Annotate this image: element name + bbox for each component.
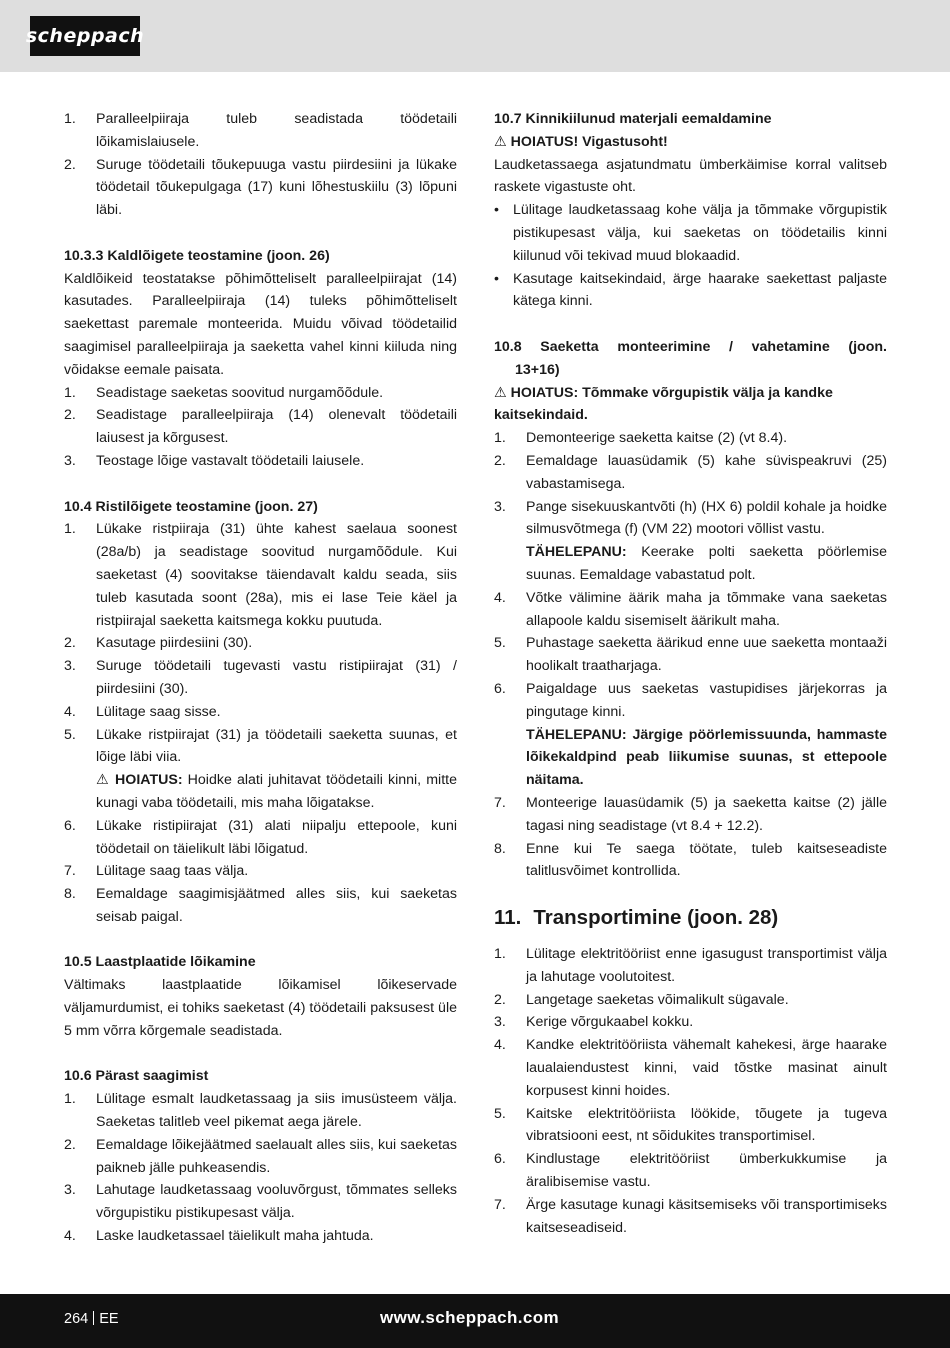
brand-logo: scheppach xyxy=(30,16,140,56)
list-item xyxy=(494,838,887,884)
list-item-text: Seadistage saeketas soovitud nurgamõõdule. xyxy=(96,384,384,401)
list-item-marker: 1. xyxy=(494,430,506,447)
list-item xyxy=(494,496,887,542)
list-item xyxy=(64,860,457,883)
list-item-text: Kandke elektritööriista vähemalt kahekesi, ärge haarake laualaiendustest kinni, vaid tõstke masinat ainult korpusest kinni hoides. xyxy=(526,1037,887,1099)
list-item-text: Lükake ristpiirajat (31) ja töödetaili saeketta suunas, et lõige läbi viia. xyxy=(96,726,457,766)
section-10-7-warning: ⚠ HOIATUS! Vigastusoht! xyxy=(494,133,668,150)
list-item-text: Suruge töödetaili tugevasti vastu ristipiirajat (31) / piirdesiini (30). xyxy=(96,658,457,697)
list-item-marker: 1. xyxy=(64,384,76,401)
list-item-text: Puhastage saeketta äärikud enne uue saeketta montaaži hoolikalt traatharjaga. xyxy=(526,635,887,675)
list-item xyxy=(494,1103,887,1149)
list-item xyxy=(64,108,457,154)
list-item xyxy=(64,1179,457,1225)
section-10-3-3-list xyxy=(64,382,457,473)
divider xyxy=(93,1311,94,1325)
list-item-marker: 3. xyxy=(64,452,76,469)
list-item-marker: 7. xyxy=(64,863,76,880)
list-item-marker: 2. xyxy=(64,156,76,173)
list-item-marker: 1. xyxy=(64,111,76,127)
warning-icon: ⚠ xyxy=(96,772,116,789)
list-item xyxy=(494,943,887,989)
list-item-marker: • xyxy=(494,270,499,287)
section-10-6-list xyxy=(64,1088,457,1248)
section-10-3-3-title: 10.3.3 Kaldlõigete teostamine (joon. 26) xyxy=(64,247,330,264)
list-item-marker: 2. xyxy=(64,635,76,652)
list-item-text: Lükake ristipiirajat (31) alati niipalju ettepoole, kuni töödetail on täielikult läbi lõigatud. xyxy=(96,817,457,857)
list-item xyxy=(64,382,457,405)
section-10-6-title: 10.6 Pärast saagimist xyxy=(64,1068,209,1085)
list-item xyxy=(494,450,887,496)
list-item-marker: 4. xyxy=(494,589,506,606)
list-item-text: Ärge kasutage kunagi käsitsemiseks või transportimiseks kaitseseadiseid. xyxy=(526,1196,887,1236)
list-item-text: Kasutage kaitsekindaid, ärge haarake saekettast paljaste kätega kinni. xyxy=(513,270,887,310)
section-10-8-list xyxy=(494,427,887,541)
list-item xyxy=(64,1088,457,1134)
list-item xyxy=(494,792,887,838)
list-item-text: Paigaldage uus saeketas vastupidises järjekorras ja pingutage kinni. xyxy=(526,680,887,720)
list-item xyxy=(64,724,457,770)
list-item-text: Seadistage paralleelpiiraja (14) olenevalt töödetaili laiusest ja kõrgusest. xyxy=(96,407,457,447)
list-item xyxy=(494,1194,887,1240)
list-item-text: Kindlustage elektritööriist ümberkukkumise ja äralibisemise vastu. xyxy=(526,1151,887,1191)
section-10-7-title: 10.7 Kinnikiilunud materjali eemaldamine xyxy=(494,111,772,127)
section-10-7-bullets xyxy=(494,199,887,313)
list-item xyxy=(494,199,887,267)
website-link[interactable]: www.scheppach.com xyxy=(380,1308,560,1327)
intro-list xyxy=(64,108,457,222)
list-item xyxy=(494,989,887,1012)
section-10-8-note-1: TÄHELEPANU: Keerake polti saeketta pöörlemise suunas. Eemaldage vabastatud polt. xyxy=(526,544,887,583)
list-item-marker: 4. xyxy=(494,1037,506,1054)
list-item xyxy=(64,404,457,450)
list-item-text: Lülitage elektritööriist enne igasugust transportimist välja ja lahutage voolutoitest. xyxy=(526,946,887,985)
list-item xyxy=(494,1148,887,1194)
list-item-marker: 2. xyxy=(64,407,76,424)
list-item-marker: 7. xyxy=(494,794,506,811)
list-item xyxy=(64,655,457,701)
section-10-5-text: Vältimaks laastplaatide lõikamisel lõikeservade väljamurdumist, ei tohiks saeketast (4) töödetaili paksusest üle 5 mm võrra kõrgemale seadistada. xyxy=(64,977,457,1039)
section-10-4-warning: ⚠ HOIATUS: Hoidke alati juhitavat töödetaili kinni, mitte kunagi vaba töödetaili, mis maha lõigatakse. xyxy=(96,772,457,811)
list-item-marker: 5. xyxy=(64,726,76,743)
list-item-marker: 2. xyxy=(494,991,506,1008)
section-10-5-title: 10.5 Laastplaatide lõikamine xyxy=(64,954,256,971)
list-item-marker: 1. xyxy=(494,946,506,963)
list-item-marker: 1. xyxy=(64,521,76,538)
list-item xyxy=(494,268,887,314)
list-item-text: Eemaldage lauasüdamik (5) kahe süvispeakruvi (25) vabastamisega. xyxy=(526,452,887,492)
list-item-marker: 7. xyxy=(494,1196,506,1213)
list-item-text: Enne kui Te saega töötate, tuleb kaitseseadiste talitlusvõimet kontrollida. xyxy=(526,840,887,880)
list-item xyxy=(494,632,887,678)
list-item-marker: 1. xyxy=(64,1091,76,1108)
header-bar xyxy=(0,0,950,72)
section-10-8-list-2 xyxy=(494,587,887,724)
list-item-text: Laske laudketassael täielikult maha jahtuda. xyxy=(96,1228,374,1245)
page-number: 264 EE xyxy=(64,1311,119,1327)
list-item-marker: 2. xyxy=(64,1136,76,1153)
list-item xyxy=(494,1011,887,1034)
list-item-text: Võtke välimine äärik maha ja tõmmake vana saeketas allapoole kaldu sisemiselt äärikult maha. xyxy=(526,589,887,629)
list-item-text: Paralleelpiiraja tuleb seadistada töödetaili lõikamislaiusele. xyxy=(96,111,457,150)
section-10-4-list-2 xyxy=(64,815,457,929)
section-10-8-title-cont: 13+16) xyxy=(515,361,560,378)
list-item xyxy=(64,1134,457,1180)
section-10-8-list-3 xyxy=(494,792,887,883)
section-10-8-warning: ⚠ HOIATUS: Tõmmake võrgupistik välja ja kandke kaitsekindaid. xyxy=(494,384,833,424)
list-item xyxy=(64,450,457,473)
list-item-text: Demonteerige saeketta kaitse (2) (vt 8.4). xyxy=(526,430,788,447)
list-item-marker: 3. xyxy=(494,1014,506,1031)
list-item xyxy=(64,1225,457,1248)
list-item-text: Suruge töödetaili tõukepuuga vastu piirdesiini ja lükake töödetail tõukepulgaga (17) kuni lõhestuskiilu (3) lõpuni läbi. xyxy=(96,156,457,219)
list-item-marker: 6. xyxy=(494,1151,506,1168)
list-item-text: Kasutage piirdesiini (30). xyxy=(96,635,253,652)
list-item-text: Monteerige lauasüdamik (5) ja saeketta kaitse (2) jälle tagasi ning seadistage (vt 8.4 + 12.2). xyxy=(526,794,887,834)
list-item-marker: 5. xyxy=(494,635,506,652)
left-column xyxy=(64,108,457,1248)
list-item xyxy=(64,883,457,929)
list-item-text: Eemaldage saagimisjäätmed alles siis, kui saeketas seisab paigal. xyxy=(96,886,457,925)
section-10-7-text: Laudketassaega asjatundmatu ümberkäimise korral valitseb raskete vigastuste oht. xyxy=(494,156,887,196)
list-item-text: Pange sisekuuskantvõti (h) (HX 6) poldil kohale ja hoidke silmusvõtmega (f) (VM 22) mootori võllist vastu. xyxy=(526,498,887,538)
list-item-marker: 4. xyxy=(64,703,76,720)
section-10-4-list xyxy=(64,518,457,769)
list-item-text: Lükake ristpiiraja (31) ühte kahest saelaua soonest (28a/b) ja seadistage soovitud nurgamõõdule. Kui saeketast (4) soovitakse täiendavalt kaldu seada, siis tuleb kasutada soont (28a), mis ei lase Teie käel ja ristpiirajal saeketta kaitsmega kokku puutuda. xyxy=(96,521,457,629)
section-10-8-note-2: TÄHELEPANU: Järgige pöörlemissuunda, hammaste lõikekaldpind peab liikumise suunas, st ettepoole näitama. xyxy=(526,726,887,789)
chapter-11-list xyxy=(494,943,887,1239)
list-item xyxy=(64,154,457,222)
section-10-3-3-text: Kaldlõikeid teostatakse põhimõtteliselt paralleelpiirajat (14) kasutades. Paralleelpiiraja (14) tuleks põhimõtteliselt saekettast paremale monteerida. Muidu võivad töödetailid saagimisel paralleelpiiraja ja saeketta vahel kinni kiiluda ning võidakse eemale paisata. xyxy=(64,270,457,378)
list-item xyxy=(494,678,887,724)
list-item-text: Lülitage saag sisse. xyxy=(96,703,221,720)
footer-bar xyxy=(0,1294,950,1348)
list-item-marker: 6. xyxy=(64,817,76,834)
list-item-marker: 8. xyxy=(64,886,76,903)
list-item xyxy=(494,427,887,450)
section-10-4-title: 10.4 Ristilõigete teostamine (joon. 27) xyxy=(64,498,318,515)
list-item xyxy=(64,518,457,632)
section-10-8-title: 10.8 Saeketta monteerimine / vahetamine (joon. xyxy=(494,338,887,355)
list-item-text: Lülitage esmalt laudketassaag ja siis imusüsteem välja. Saeketas talitleb veel pikemat aega järele. xyxy=(96,1091,457,1131)
list-item-text: Lülitage laudketassaag kohe välja ja tõmmake võrgupistik pistikupesast välja, kui saeketas on töödetailis kinni kiilunud või tekivad muud blokaadid. xyxy=(513,202,887,264)
list-item-marker: 3. xyxy=(64,658,76,675)
list-item-text: Lahutage laudketassaag vooluvõrgust, tõmmates selleks võrgupistiku pistikupesast välja. xyxy=(96,1182,457,1222)
chapter-11-title: 11. Transportimine (joon. 28) xyxy=(494,906,779,930)
list-item xyxy=(64,632,457,655)
warning-icon: ⚠ xyxy=(494,384,511,401)
list-item xyxy=(494,1034,887,1102)
list-item-marker: 3. xyxy=(494,498,506,515)
list-item-text: Teostage lõige vastavalt töödetaili laiusele. xyxy=(96,452,365,469)
list-item-marker: 4. xyxy=(64,1228,76,1245)
list-item-text: Kerige võrgukaabel kokku. xyxy=(526,1014,694,1031)
list-item xyxy=(64,815,457,861)
list-item-marker: 2. xyxy=(494,452,506,469)
list-item-text: Lülitage saag taas välja. xyxy=(96,863,249,880)
list-item-marker: • xyxy=(494,202,499,219)
list-item-text: Langetage saeketas võimalikult sügavale. xyxy=(526,991,789,1008)
list-item xyxy=(64,701,457,724)
list-item-text: Eemaldage lõikejäätmed saelaualt alles siis, kui saeketas paikneb jälle puhkeasendis. xyxy=(96,1136,457,1176)
list-item-marker: 6. xyxy=(494,680,506,697)
right-column xyxy=(494,108,887,1239)
list-item-marker: 5. xyxy=(494,1105,506,1122)
list-item-marker: 3. xyxy=(64,1182,76,1199)
list-item xyxy=(494,587,887,633)
list-item-text: Kaitske elektritööriista löökide, tõugete ja tugeva vibratsiooni eest, nt sõidukites transportimisel. xyxy=(526,1105,887,1145)
warning-icon: ⚠ xyxy=(494,133,511,150)
list-item-marker: 8. xyxy=(494,840,506,857)
